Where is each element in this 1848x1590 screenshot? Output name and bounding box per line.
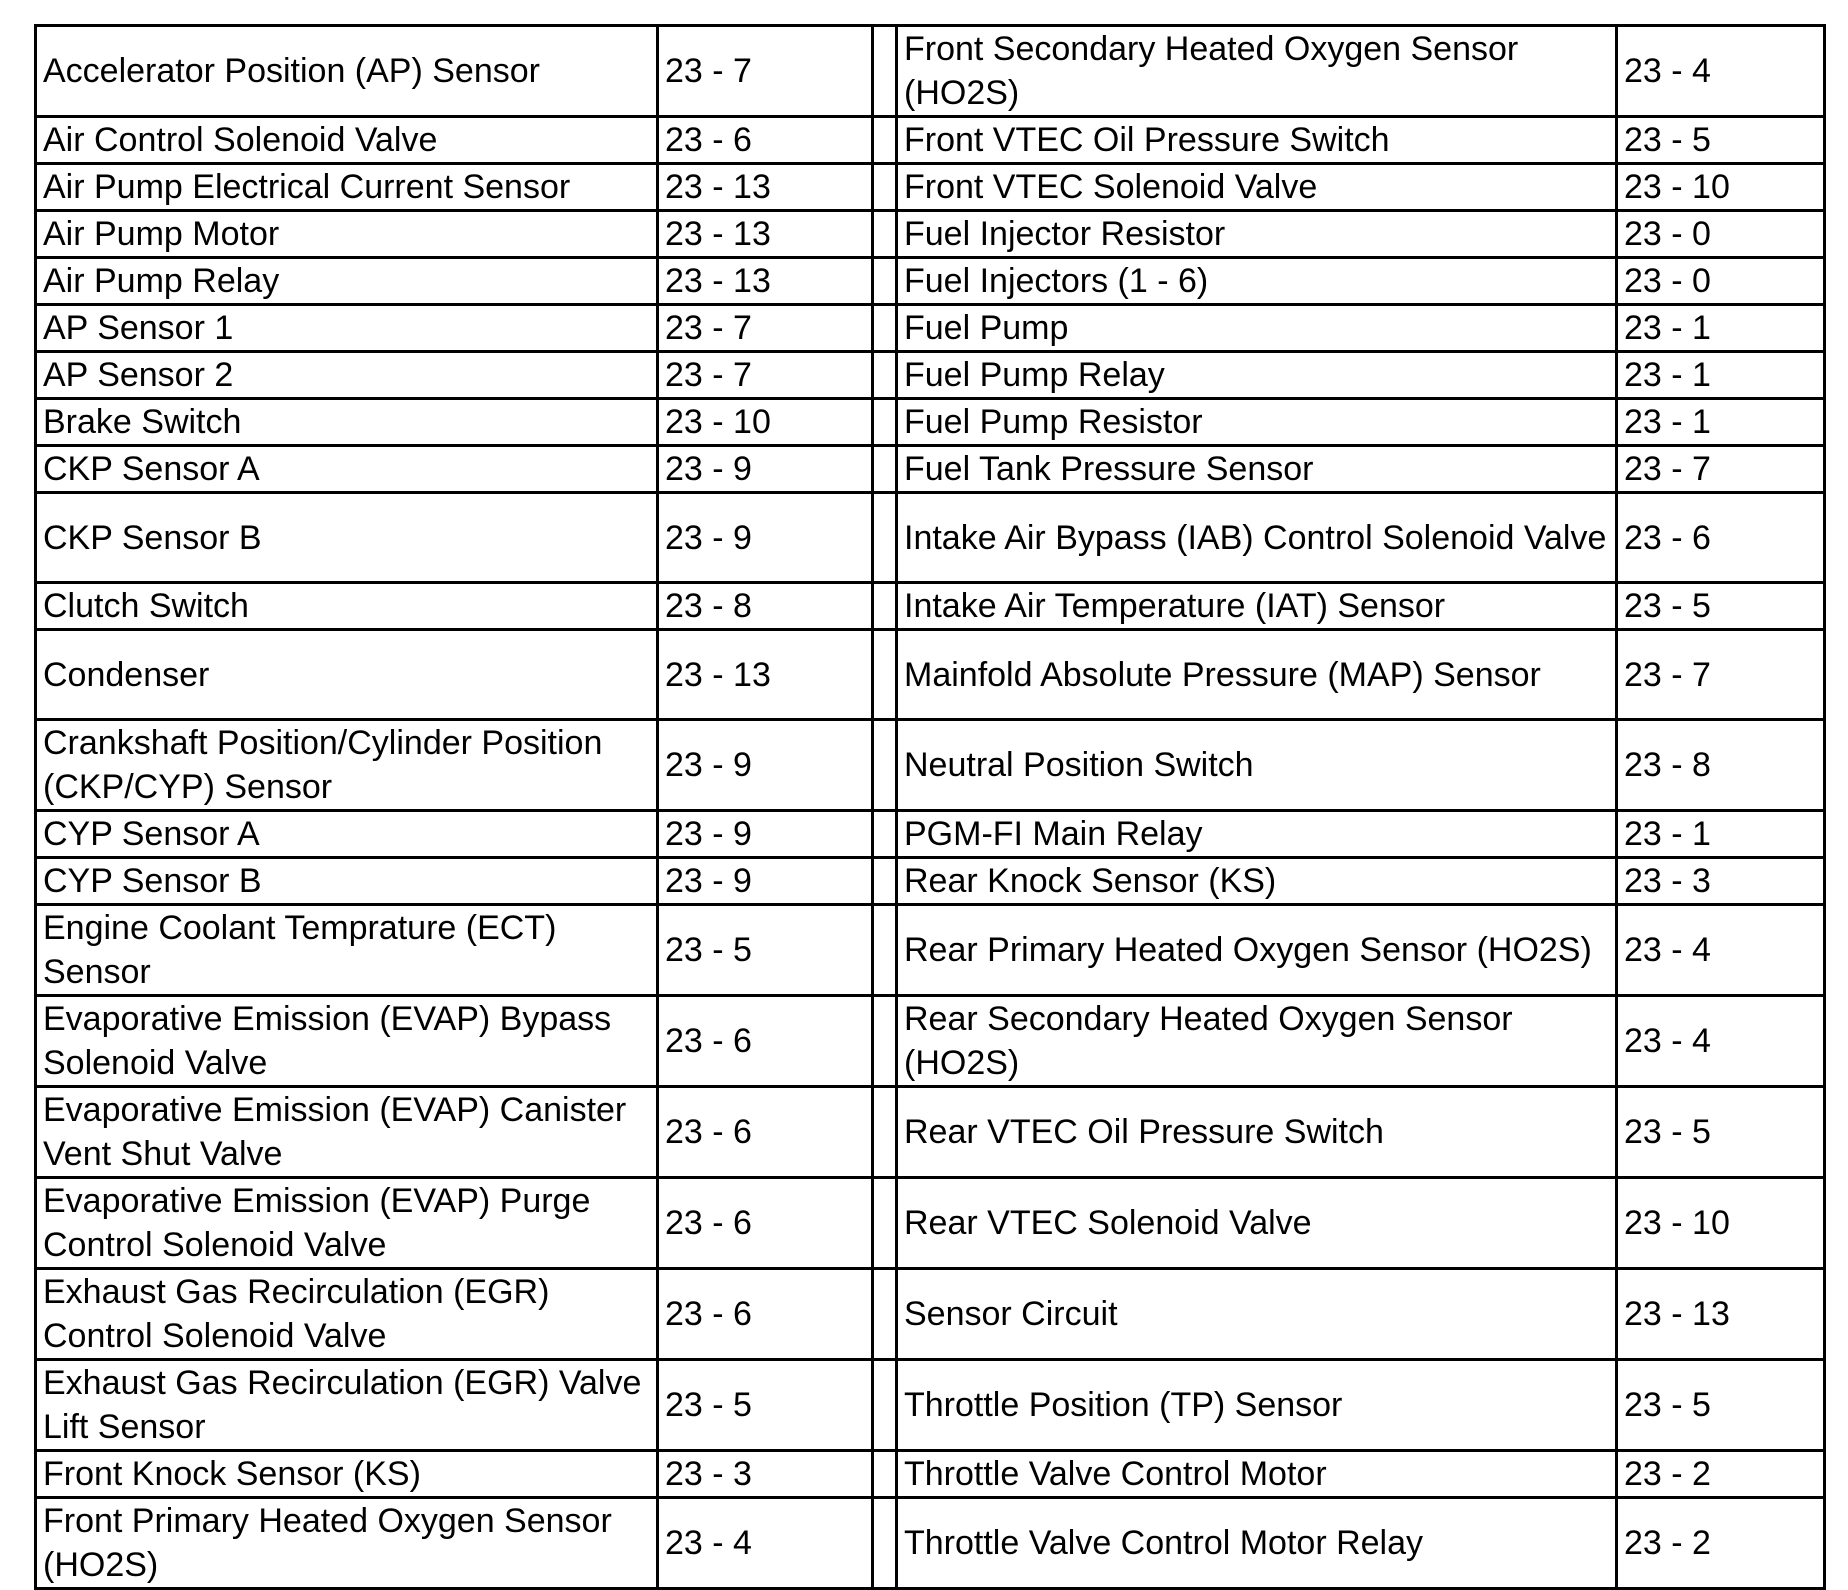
page-ref-cell: 23 - 9 <box>658 720 873 811</box>
component-name-cell: Brake Switch <box>36 399 658 446</box>
component-name-cell: Condenser <box>36 630 658 720</box>
component-name-cell: Rear VTEC Solenoid Valve <box>897 1178 1617 1269</box>
page-ref-cell: 23 - 7 <box>1617 446 1825 493</box>
table-row <box>36 446 1825 493</box>
column-separator <box>873 720 897 811</box>
page-ref-cell: 23 - 1 <box>1617 811 1825 858</box>
component-name-cell: Clutch Switch <box>36 583 658 630</box>
component-name-cell: Rear Knock Sensor (KS) <box>897 858 1617 905</box>
component-name-cell: Neutral Position Switch <box>897 720 1617 811</box>
column-separator <box>873 858 897 905</box>
page-ref-cell: 23 - 3 <box>658 1451 873 1498</box>
page-ref-cell: 23 - 6 <box>658 1178 873 1269</box>
column-separator <box>873 1087 897 1178</box>
table-row <box>36 1451 1825 1498</box>
component-name-cell: Mainfold Absolute Pressure (MAP) Sensor <box>897 630 1617 720</box>
page-ref-cell: 23 - 13 <box>658 630 873 720</box>
table-row <box>36 399 1825 446</box>
page-ref-cell: 23 - 9 <box>658 811 873 858</box>
page-ref-cell: 23 - 6 <box>658 1087 873 1178</box>
table-row <box>36 305 1825 352</box>
column-separator <box>873 1451 897 1498</box>
table-row <box>36 1498 1825 1589</box>
component-name-cell: CKP Sensor B <box>36 493 658 583</box>
table-row <box>36 996 1825 1087</box>
page-ref-cell: 23 - 6 <box>658 996 873 1087</box>
page-ref-cell: 23 - 5 <box>1617 117 1825 164</box>
page-ref-cell: 23 - 7 <box>658 352 873 399</box>
component-name-cell: CYP Sensor A <box>36 811 658 858</box>
page-ref-cell: 23 - 5 <box>1617 1360 1825 1451</box>
component-name-cell: AP Sensor 2 <box>36 352 658 399</box>
component-name-cell: Evaporative Emission (EVAP) Canister Vent Shut Valve <box>36 1087 658 1178</box>
component-name-cell: Air Pump Electrical Current Sensor <box>36 164 658 211</box>
column-separator <box>873 211 897 258</box>
component-name-cell: Fuel Pump Relay <box>897 352 1617 399</box>
component-name-cell: Fuel Pump Resistor <box>897 399 1617 446</box>
component-name-cell: Rear Primary Heated Oxygen Sensor (HO2S) <box>897 905 1617 996</box>
page-ref-cell: 23 - 9 <box>658 858 873 905</box>
component-name-cell: Intake Air Bypass (IAB) Control Solenoid Valve <box>897 493 1617 583</box>
column-separator <box>873 1269 897 1360</box>
column-separator <box>873 117 897 164</box>
page-ref-cell: 23 - 0 <box>1617 211 1825 258</box>
column-separator <box>873 1178 897 1269</box>
component-name-cell: Fuel Injectors (1 - 6) <box>897 258 1617 305</box>
column-separator <box>873 258 897 305</box>
component-name-cell: Fuel Injector Resistor <box>897 211 1617 258</box>
table-row <box>36 1269 1825 1360</box>
page-ref-cell: 23 - 7 <box>658 305 873 352</box>
page-ref-cell: 23 - 6 <box>658 1269 873 1360</box>
component-name-cell: Front Secondary Heated Oxygen Sensor (HO2S) <box>897 26 1617 117</box>
component-name-cell: Exhaust Gas Recirculation (EGR) Valve Lift Sensor <box>36 1360 658 1451</box>
column-separator <box>873 1498 897 1589</box>
page-ref-cell: 23 - 7 <box>658 26 873 117</box>
column-separator <box>873 630 897 720</box>
component-name-cell: Air Pump Motor <box>36 211 658 258</box>
table-row <box>36 26 1825 117</box>
column-separator <box>873 399 897 446</box>
page-ref-cell: 23 - 13 <box>658 258 873 305</box>
column-separator <box>873 446 897 493</box>
page-ref-cell: 23 - 2 <box>1617 1498 1825 1589</box>
column-separator <box>873 996 897 1087</box>
column-separator <box>873 493 897 583</box>
page-ref-cell: 23 - 2 <box>1617 1451 1825 1498</box>
table-row <box>36 905 1825 996</box>
component-name-cell: Accelerator Position (AP) Sensor <box>36 26 658 117</box>
page-ref-cell: 23 - 10 <box>1617 164 1825 211</box>
component-name-cell: Throttle Position (TP) Sensor <box>897 1360 1617 1451</box>
column-separator <box>873 352 897 399</box>
column-separator <box>873 164 897 211</box>
page-ref-cell: 23 - 10 <box>1617 1178 1825 1269</box>
page-ref-cell: 23 - 4 <box>658 1498 873 1589</box>
page-ref-cell: 23 - 13 <box>1617 1269 1825 1360</box>
page-ref-cell: 23 - 5 <box>1617 583 1825 630</box>
component-name-cell: CKP Sensor A <box>36 446 658 493</box>
page-ref-cell: 23 - 1 <box>1617 352 1825 399</box>
component-name-cell: Air Pump Relay <box>36 258 658 305</box>
table-row <box>36 352 1825 399</box>
component-name-cell: Front VTEC Oil Pressure Switch <box>897 117 1617 164</box>
page-ref-cell: 23 - 5 <box>658 905 873 996</box>
component-name-cell: Throttle Valve Control Motor Relay <box>897 1498 1617 1589</box>
page-ref-cell: 23 - 8 <box>1617 720 1825 811</box>
component-name-cell: Fuel Pump <box>897 305 1617 352</box>
table-row <box>36 630 1825 720</box>
page-ref-cell: 23 - 1 <box>1617 305 1825 352</box>
page-ref-cell: 23 - 7 <box>1617 630 1825 720</box>
component-name-cell: Crankshaft Position/Cylinder Position (CKP/CYP) Sensor <box>36 720 658 811</box>
table-row <box>36 720 1825 811</box>
component-name-cell: Intake Air Temperature (IAT) Sensor <box>897 583 1617 630</box>
column-separator <box>873 1360 897 1451</box>
page-ref-cell: 23 - 4 <box>1617 905 1825 996</box>
page-ref-cell: 23 - 10 <box>658 399 873 446</box>
table-row <box>36 1360 1825 1451</box>
page-ref-cell: 23 - 0 <box>1617 258 1825 305</box>
component-name-cell: Throttle Valve Control Motor <box>897 1451 1617 1498</box>
page-ref-cell: 23 - 13 <box>658 164 873 211</box>
page-ref-cell: 23 - 5 <box>658 1360 873 1451</box>
table-row <box>36 1178 1825 1269</box>
column-separator <box>873 583 897 630</box>
component-name-cell: Rear Secondary Heated Oxygen Sensor (HO2S) <box>897 996 1617 1087</box>
page-ref-cell: 23 - 6 <box>1617 493 1825 583</box>
component-name-cell: PGM-FI Main Relay <box>897 811 1617 858</box>
component-name-cell: Engine Coolant Temprature (ECT) Sensor <box>36 905 658 996</box>
table-row <box>36 1087 1825 1178</box>
column-separator <box>873 26 897 117</box>
table-row <box>36 583 1825 630</box>
page-ref-cell: 23 - 1 <box>1617 399 1825 446</box>
component-name-cell: Air Control Solenoid Valve <box>36 117 658 164</box>
table-row <box>36 493 1825 583</box>
table-row <box>36 164 1825 211</box>
table-row <box>36 811 1825 858</box>
page-ref-cell: 23 - 6 <box>658 117 873 164</box>
page-ref-cell: 23 - 8 <box>658 583 873 630</box>
component-index-table <box>34 24 1826 1590</box>
component-name-cell: AP Sensor 1 <box>36 305 658 352</box>
component-name-cell: Front Knock Sensor (KS) <box>36 1451 658 1498</box>
component-name-cell: CYP Sensor B <box>36 858 658 905</box>
component-name-cell: Front Primary Heated Oxygen Sensor (HO2S) <box>36 1498 658 1589</box>
page-ref-cell: 23 - 4 <box>1617 26 1825 117</box>
component-name-cell: Evaporative Emission (EVAP) Purge Control Solenoid Valve <box>36 1178 658 1269</box>
column-separator <box>873 305 897 352</box>
component-name-cell: Evaporative Emission (EVAP) Bypass Solenoid Valve <box>36 996 658 1087</box>
table-row <box>36 211 1825 258</box>
page-ref-cell: 23 - 9 <box>658 493 873 583</box>
table-row <box>36 117 1825 164</box>
component-name-cell: Rear VTEC Oil Pressure Switch <box>897 1087 1617 1178</box>
page-ref-cell: 23 - 3 <box>1617 858 1825 905</box>
table-row <box>36 858 1825 905</box>
component-name-cell: Front VTEC Solenoid Valve <box>897 164 1617 211</box>
column-separator <box>873 811 897 858</box>
column-separator <box>873 905 897 996</box>
page-ref-cell: 23 - 9 <box>658 446 873 493</box>
table-row <box>36 258 1825 305</box>
page-ref-cell: 23 - 13 <box>658 211 873 258</box>
page-ref-cell: 23 - 5 <box>1617 1087 1825 1178</box>
component-name-cell: Sensor Circuit <box>897 1269 1617 1360</box>
component-name-cell: Exhaust Gas Recirculation (EGR) Control Solenoid Valve <box>36 1269 658 1360</box>
page-ref-cell: 23 - 4 <box>1617 996 1825 1087</box>
component-name-cell: Fuel Tank Pressure Sensor <box>897 446 1617 493</box>
